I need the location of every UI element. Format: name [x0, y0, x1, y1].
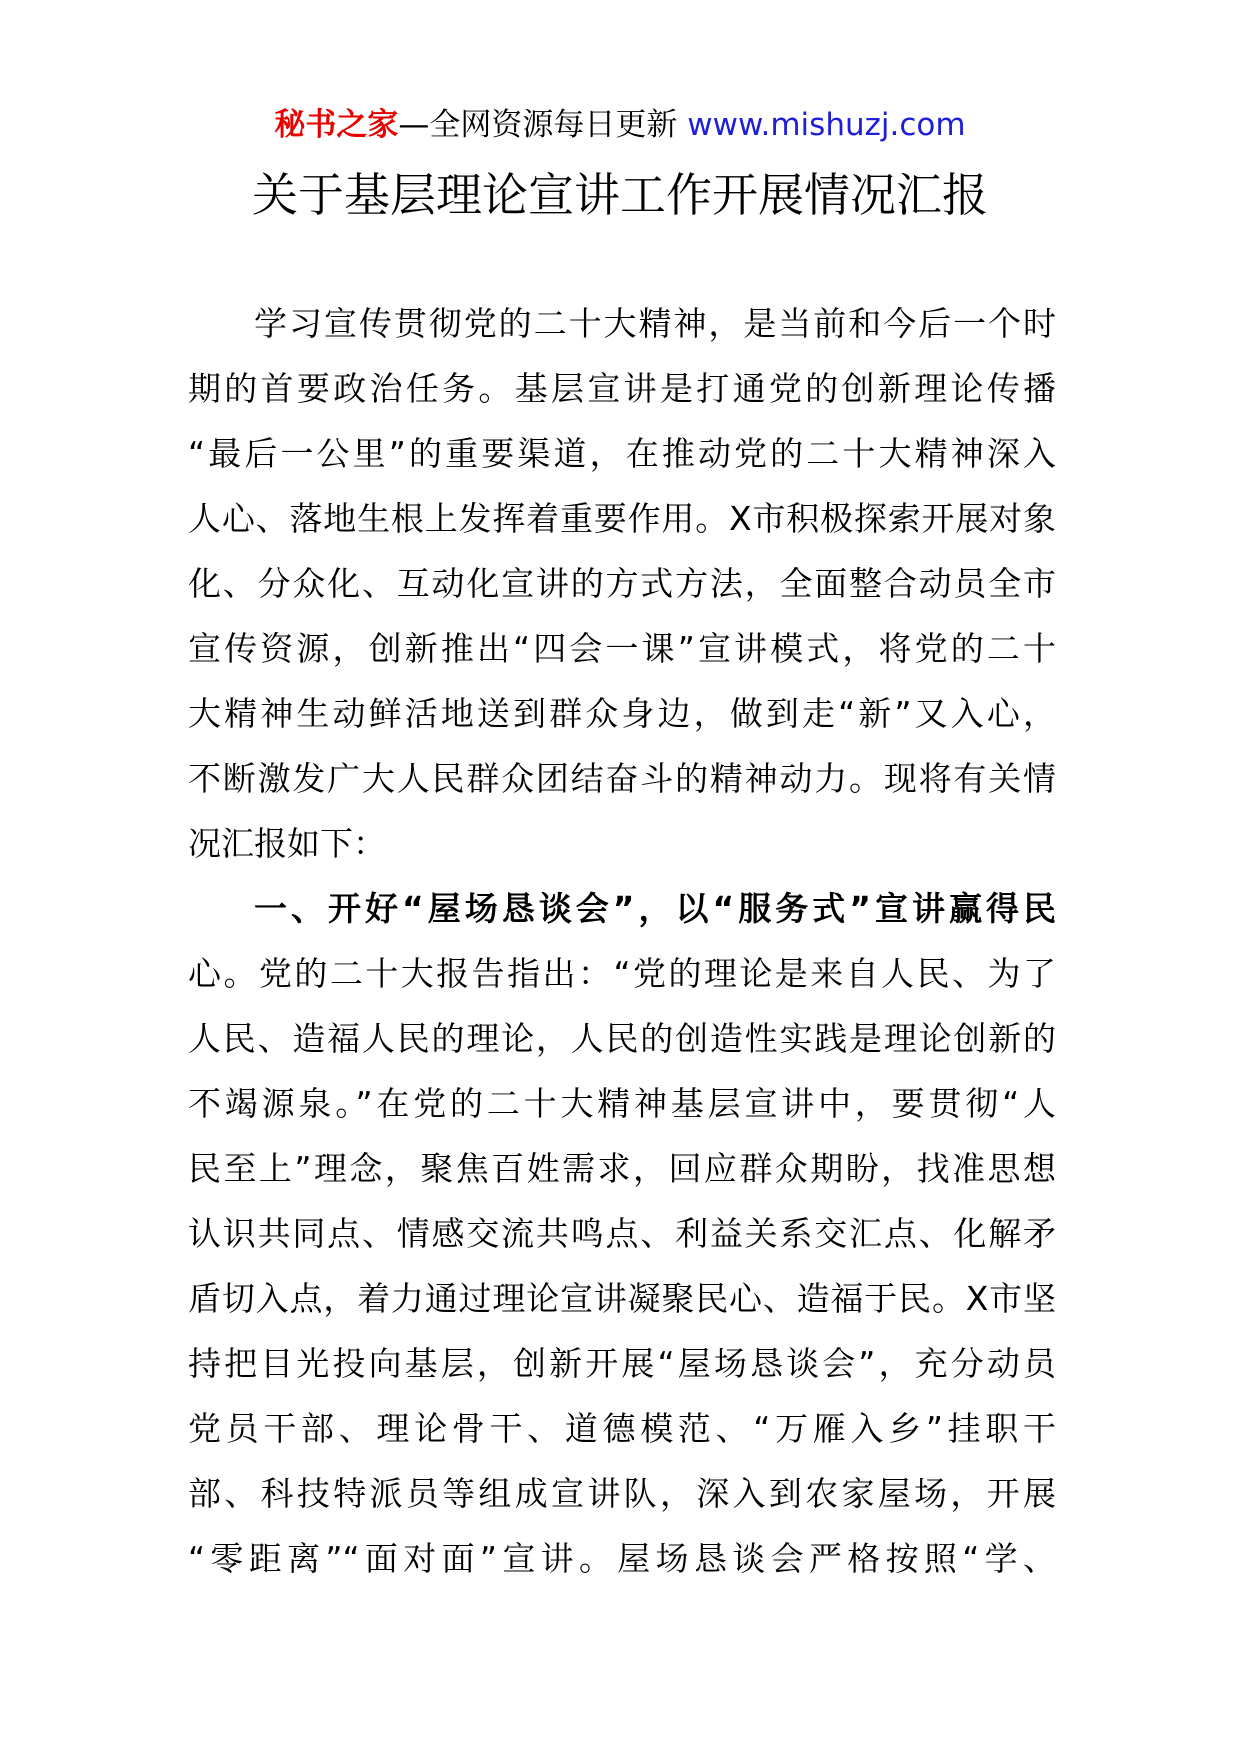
text-line: 大精神生动鲜活地送到群众身边，做到走“新”又入心， — [188, 694, 1056, 733]
text-line: 学习宣传贯彻党的二十大精神，是当前和今后一个时 — [254, 304, 1056, 343]
text-line: “零距离”“面对面”宣讲。屋场恳谈会严格按照“学、 — [188, 1539, 1056, 1578]
text-line: 民至上”理念，聚焦百姓需求，回应群众期盼，找准思想 — [188, 1149, 1056, 1188]
text-line: 宣传资源，创新推出“四会一课”宣讲模式，将党的二十 — [188, 629, 1056, 668]
site-url-link[interactable]: www.mishuzj.com — [687, 107, 966, 143]
section-heading: 一、开好“屋场恳谈会”，以“服务式”宣讲赢得民 — [254, 889, 1056, 928]
text-line: 不竭源泉。”在党的二十大精神基层宣讲中，要贯彻“人 — [188, 1084, 1056, 1123]
paragraph-section-one — [188, 876, 1056, 1591]
text-line: 部、科技特派员等组成宣讲队，深入到农家屋场，开展 — [188, 1474, 1056, 1513]
text-line: 盾切入点，着力通过理论宣讲凝聚民心、造福于民。X市坚 — [188, 1279, 1056, 1318]
text-line: 期的首要政治任务。基层宣讲是打通党的创新理论传播 — [188, 369, 1056, 408]
paragraph-intro — [188, 291, 1056, 876]
text-line: 不断激发广大人民群众团结奋斗的精神动力。现将有关情 — [188, 759, 1056, 798]
text-line: 认识共同点、情感交流共鸣点、利益关系交汇点、化解矛 — [188, 1214, 1056, 1253]
text-line: 化、分众化、互动化宣讲的方式方法，全面整合动员全市 — [188, 564, 1056, 603]
site-header — [0, 100, 1240, 150]
document-body — [188, 291, 1056, 1591]
text-line: “最后一公里”的重要渠道，在推动党的二十大精神深入 — [188, 434, 1056, 473]
text-line: 人民、造福人民的理论，人民的创造性实践是理论创新的 — [188, 1019, 1056, 1058]
text-line: 持把目光投向基层，创新开展“屋场恳谈会”，充分动员 — [188, 1344, 1056, 1383]
text-line: 心。党的二十大报告指出：“党的理论是来自人民、为了 — [188, 954, 1056, 993]
text-line: 况汇报如下： — [188, 824, 386, 863]
text-line: 党员干部、理论骨干、道德模范、“万雁入乡”挂职干 — [188, 1409, 1056, 1448]
site-brand: 秘书之家 — [274, 107, 399, 143]
text-line: 人心、落地生根上发挥着重要作用。X市积极探索开展对象 — [188, 499, 1056, 538]
document-title: 关于基层理论宣讲工作开展情况汇报 — [252, 168, 988, 222]
site-tagline: —全网资源每日更新 — [398, 107, 688, 143]
